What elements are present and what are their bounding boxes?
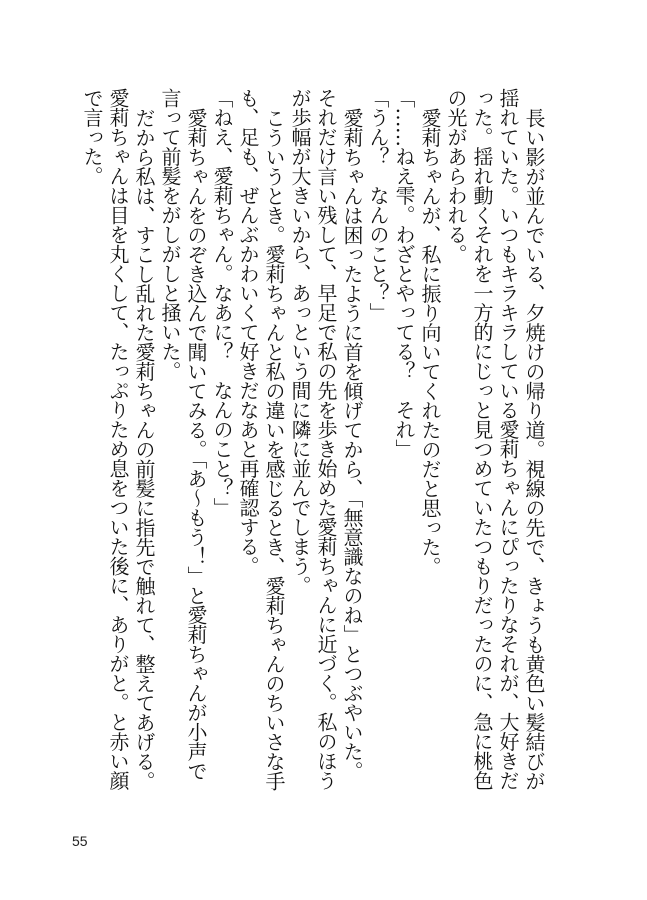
vertical-text-block [80,88,547,794]
paragraph-6: だから私は、すこし乱れた愛莉ちゃんの前髪に指先で触れて、整えてあげる。愛莉ちゃんは目を丸くして、たっぷりため息をついた後に、ありがと。と赤い顔で言った。 [80,88,156,791]
dialogue-3: 「ねえ、愛莉ちゃん。なあに？ なんのこと？」 [210,88,234,517]
dialogue-1: 「……ねえ雫。わざとやってる？ それ」 [392,88,416,459]
paragraph-2: 愛莉ちゃんが、私に振り向いてくれたのだと思った。 [418,108,442,576]
paragraph-3: 愛莉ちゃんは困ったように首を傾げてから、「無意識なのね」とつぶやいた。それだけ言い残して、早足で私の先を歩き始めた愛莉ちゃんに近づく。私のほうが歩幅が大きいから、あっという間に隣に並んでしまう。 [288,88,364,790]
paragraph-4: こういうとき。愛莉ちゃんと私の違いを感じるとき、愛莉ちゃんのちいさな手も、足も、ぜんぶかわいくて好きだなあと再確認する。 [236,88,286,791]
dialogue-2: 「うん？ なんのこと？」 [366,88,390,322]
paragraph-1: 長い影が並んでいる、夕焼けの帰り道。視線の先で、きょうも黄色い髪結びが揺れていた。いつもキラキラしている愛莉ちゃんにぴったりなそれが、大好きだった。揺れ動くそれを一方的にじっと見つめていたつもりだったのに、急に桃色の光があらわれる。 [444,88,546,791]
paragraph-5: 愛莉ちゃんをのぞき込んで聞いてみる。「あ〜もう！」と愛莉ちゃんが小声で言って前髪をがしがしと掻いた。 [158,88,208,781]
page-number: 55 [72,833,88,849]
